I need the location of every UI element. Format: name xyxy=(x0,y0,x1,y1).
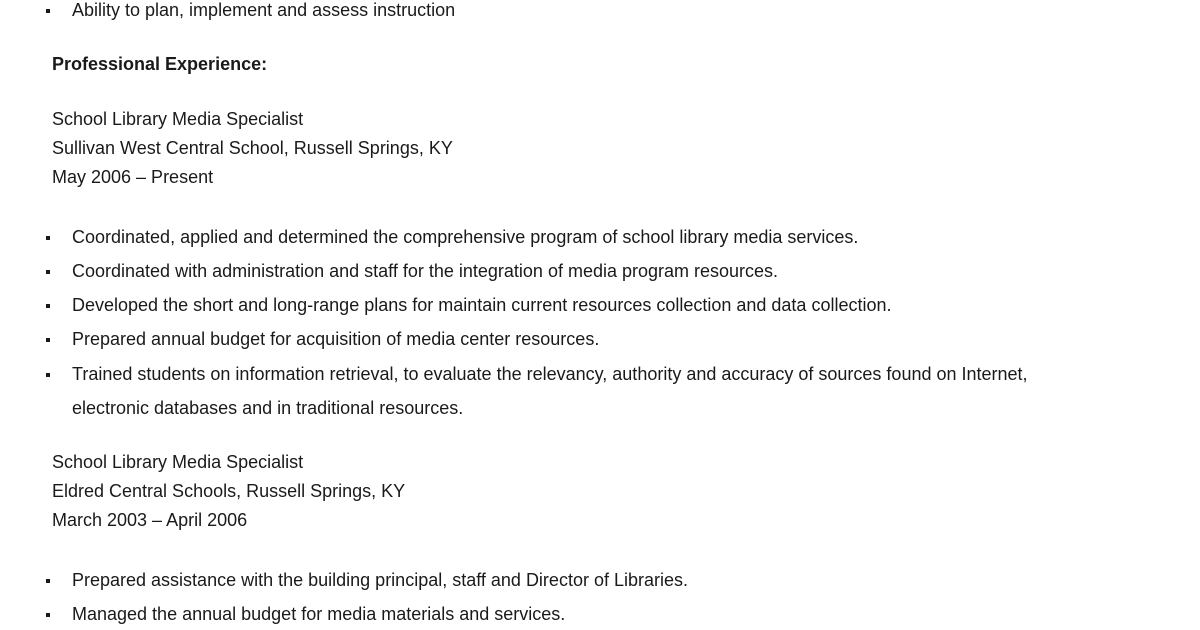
bullet-marker xyxy=(46,236,50,240)
bullet-marker xyxy=(46,579,50,583)
job-duty: Coordinated, applied and determined the comprehensive program of school library media services. xyxy=(72,227,859,247)
job-duty: Developed the short and long-range plans for maintain current resources collection and data collection. xyxy=(72,295,892,315)
job-duty: Trained students on information retrieval, to evaluate the relevancy, authority and accuracy of sources found on Internet, xyxy=(72,364,1028,384)
bullet-marker xyxy=(46,270,50,274)
job-duty: Managed the annual budget for media materials and services. xyxy=(72,604,566,624)
job-dates: March 2003 – April 2006 xyxy=(52,510,248,530)
bullet-marker xyxy=(46,373,50,377)
bullet-marker xyxy=(46,304,50,308)
bullet-marker xyxy=(46,9,50,13)
job-duty: Coordinated with administration and staff for the integration of media program resources. xyxy=(72,261,779,281)
job-employer: Eldred Central Schools, Russell Springs, KY xyxy=(52,481,406,501)
section-heading: Professional Experience: xyxy=(52,54,268,74)
bullet-marker xyxy=(46,613,50,617)
job-employer: Sullivan West Central School, Russell Springs, KY xyxy=(52,138,453,158)
job-duty: Prepared annual budget for acquisition of media center resources. xyxy=(72,329,600,349)
job-duty-continuation: electronic databases and in traditional resources. xyxy=(72,398,464,418)
job-duty: Prepared assistance with the building principal, staff and Director of Libraries. xyxy=(72,570,688,590)
job-title: School Library Media Specialist xyxy=(52,109,304,129)
skill-item: Ability to plan, implement and assess instruction xyxy=(72,0,456,20)
job-dates: May 2006 – Present xyxy=(52,167,214,187)
bullet-marker xyxy=(46,338,50,342)
job-title: School Library Media Specialist xyxy=(52,452,304,472)
